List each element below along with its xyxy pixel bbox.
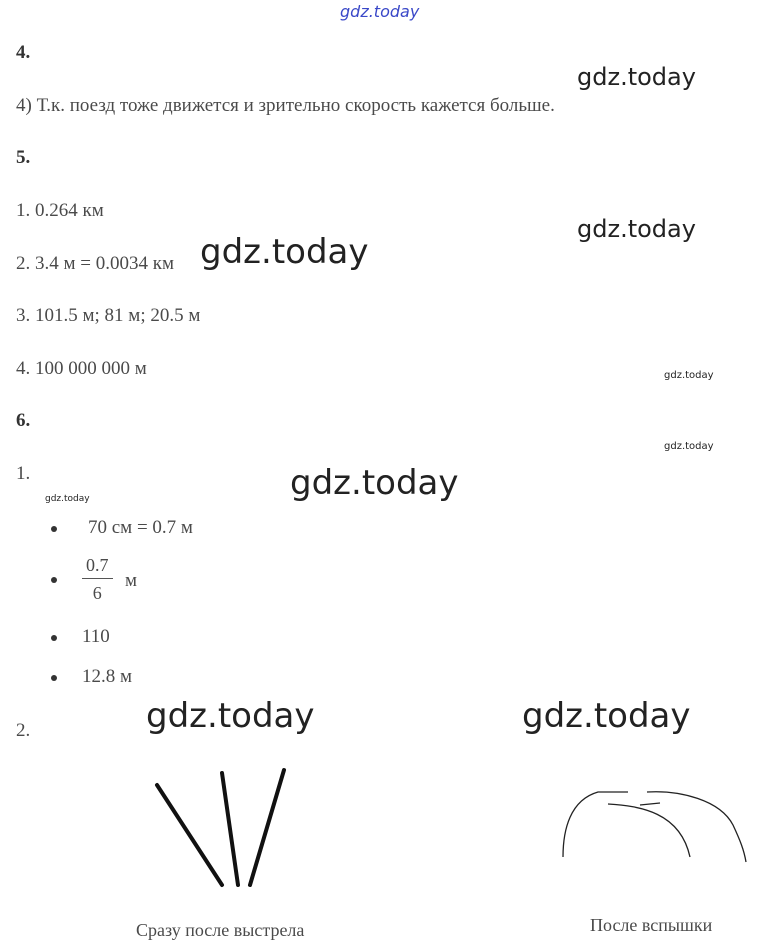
section-4-answer: 4) Т.к. поезд тоже движется и зрительно скорость кажется больше. (16, 95, 555, 116)
fraction-unit: м (125, 570, 138, 591)
watermark: gdz.today (290, 463, 459, 503)
rays-after-shot-drawing (157, 770, 284, 885)
section-6-item-1-label: 1. (16, 463, 31, 484)
section-5-item: 4. 100 000 000 м (16, 358, 147, 379)
section-5-item: 1. 0.264 км (16, 200, 104, 221)
bullet-text: 12.8 м (82, 666, 133, 687)
bullet-text: 110 (82, 626, 110, 647)
watermark: gdz.today (45, 494, 90, 504)
arc-left (563, 792, 628, 857)
arcs-after-flash-drawing (563, 792, 746, 862)
watermark: gdz.today (146, 696, 315, 736)
watermark: gdz.today (577, 215, 696, 243)
watermark: gdz.today (200, 232, 369, 272)
bullet-text: 70 см = 0.7 м (88, 517, 193, 538)
ray-line (157, 785, 222, 885)
caption-right: После вспышки (590, 915, 713, 935)
watermark: gdz.today (340, 2, 420, 21)
section-5-item: 3. 101.5 м; 81 м; 20.5 м (16, 305, 201, 326)
caption-left: Сразу после выстрела (136, 920, 305, 940)
section-5-heading: 5. (16, 147, 31, 168)
watermark: gdz.today (577, 63, 696, 91)
section-4-heading: 4. (16, 42, 31, 63)
section-6-heading: 6. (16, 410, 31, 431)
arc-right-stub (640, 803, 660, 805)
section-5-item: 2. 3.4 м = 0.0034 км (16, 253, 174, 274)
section-6-item-2-label: 2. (16, 720, 31, 741)
fraction-numerator: 0.7 (82, 555, 113, 579)
fraction-denominator: 6 (92, 583, 102, 603)
watermark: gdz.today (522, 696, 691, 736)
arc-left-inner (608, 804, 690, 857)
ray-line (222, 773, 238, 885)
ray-line (250, 770, 284, 885)
watermark: gdz.today (664, 370, 714, 381)
watermark: gdz.today (664, 441, 714, 452)
arc-right (647, 792, 746, 862)
